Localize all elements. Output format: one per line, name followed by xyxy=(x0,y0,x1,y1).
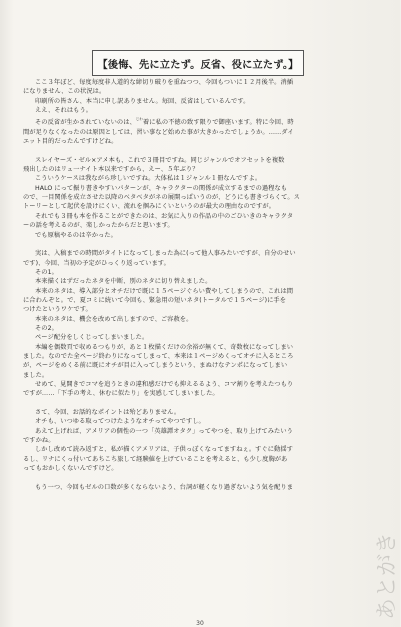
text-line-content: 本編を偶数頁で収めるつもりが、あと１枚描くだけの余裕が無くて、奇数枚になってしまい xyxy=(35,343,294,351)
text-line xyxy=(23,259,380,268)
text-line-content: オチも、いつゆる取ってつけたようなオチってやつですし。 xyxy=(35,418,205,426)
text-line xyxy=(23,249,380,258)
text-line xyxy=(23,156,380,165)
body-text xyxy=(23,78,380,492)
text-line-content: 本来のネタは、機会を改めて出しますので、ご容赦を。 xyxy=(35,315,193,323)
text-line-content: あえて上げれば、アメリアの個性の一つ「英雄譚オタク」ってやつを、取り上げてみたいう xyxy=(35,427,293,435)
text-line xyxy=(23,287,380,296)
text-line-content: 本来描くはずだったネタを中断、別のネタに切り替えました。 xyxy=(35,278,212,286)
text-line-content: せめて、見開きでコマを追うときの違和感だけでも抑えるるよう、コマ割りを考えたつもり xyxy=(35,381,294,388)
text-line xyxy=(23,427,380,436)
text-line-content: 実は、入稿までの時間がタイトになってしまった為に(って他人事みたいですが、自分のせい xyxy=(35,250,296,258)
paragraph-gap xyxy=(23,146,380,155)
text-line-content: ですが……「下手の考え、休むに似たり」を実感してしまいました。 xyxy=(23,390,219,398)
text-line xyxy=(23,324,380,333)
text-line xyxy=(23,380,380,389)
text-line xyxy=(23,137,380,146)
text-line xyxy=(23,231,380,240)
text-line xyxy=(23,174,380,183)
text-line xyxy=(23,305,380,314)
text-line xyxy=(23,389,380,398)
paragraph-gap xyxy=(23,240,380,249)
text-line-content: ってもおかしくないんですけど。 xyxy=(23,465,118,473)
text-line-content: こういうケースは我ながら珍しいですね。大体私は１ジャンル１冊なんですよ。 xyxy=(35,175,262,183)
text-line xyxy=(23,455,380,464)
text-line-content: 飛出したのはリュ一ナイト本以来ですから、えー、５年ぶり？ xyxy=(23,166,199,174)
text-line xyxy=(23,268,380,277)
text-line-content: 間が足りなくなったのは原因としては、習い事など始めた事が大きかったでしょうか。……ダイ xyxy=(23,128,294,136)
text-line-content: 印刷所の皆さん、本当に申し訳ありません。毎回、反省はしているんです。 xyxy=(35,97,250,105)
text-line xyxy=(23,315,380,324)
text-line xyxy=(23,343,380,352)
text-line-content: ました。 xyxy=(23,371,49,379)
text-line xyxy=(23,436,380,445)
text-line xyxy=(23,212,380,221)
paragraph-gap xyxy=(23,399,380,408)
ruby-annotation: じわ xyxy=(135,117,143,122)
ruby-word: 着 xyxy=(142,119,150,127)
text-line xyxy=(23,296,380,305)
text-line-content: その反省が生かされていないのは、 xyxy=(35,119,136,127)
text-line-content: ーの話を考えるのが、楽しかったからだと思います。 xyxy=(23,222,174,230)
text-line xyxy=(23,333,380,342)
text-line-content: ええ、それはもう。 xyxy=(35,107,93,115)
text-line xyxy=(23,106,380,115)
text-line xyxy=(23,115,380,127)
text-line xyxy=(23,361,380,370)
paragraph-gap xyxy=(23,473,380,482)
text-line xyxy=(23,445,380,454)
text-line xyxy=(23,97,380,106)
text-line xyxy=(23,202,380,211)
text-line xyxy=(23,277,380,286)
text-line-continuation: に私の不徳の致す限りで御座います。特に今回、時 xyxy=(149,119,294,127)
text-line-content: ここ３年ぼど、毎度毎度非人道的な締切り破りを重ねつつ、今回もついに１２月後半。消插 xyxy=(35,79,294,86)
text-line-content: になりません、この状況は。 xyxy=(23,88,106,96)
text-line xyxy=(23,371,380,380)
text-line-content: さて、今回、お話的なポイントは殆どありません。 xyxy=(35,409,181,417)
text-line xyxy=(23,193,380,202)
text-line-content: しかし改めて読み返すと、私が描くアメリアは、子供っぽくなってますねぇ。すぐに動揺す xyxy=(35,446,293,454)
text-line-content: それでも３冊も本を作ることができたのは、お気に入りの作品の中のごひいきのキャラクタ xyxy=(35,212,294,220)
text-line-content: トーリーとして起伏を設けにくい、流れを掴みにくいというのが最大の理由なのですが。 xyxy=(23,203,275,211)
text-line-content: その1。 xyxy=(35,268,58,276)
text-line xyxy=(23,78,380,87)
page-title: 【後悔、先に立たず。反省、役に立たず。】 xyxy=(92,50,304,76)
text-line-content: その2。 xyxy=(35,324,58,332)
text-line-content: るし、リナにくっ付いてあちこち旅して経験値を上げていることを考えると、も少し度胸があ xyxy=(23,455,288,463)
text-line-content: もう一つ、今回もゼルの口数が多くならないよう、台詞が軽くなり過ぎないよう気を配りま xyxy=(35,483,294,491)
text-line-content: スレイヤーズ・ゼル×アメ本も、これで３冊目ですね。同じジャンルでオフセットを複数 xyxy=(35,156,285,164)
text-line-content: HALO にって振り書きやすいパターンが、キャラクターの関係が成立するまでの過程なも xyxy=(35,184,288,192)
text-line xyxy=(23,483,380,492)
text-line xyxy=(23,408,380,417)
text-line-content: です)、今回、当初の予定がひっくり返っています。 xyxy=(23,259,170,267)
text-line-content: でも原稿やるのは辛かった。 xyxy=(35,231,117,239)
text-line xyxy=(23,165,380,174)
text-line-content: 本来のネタは、導入部分とオチだけで既に１５ページぐらい費やしてしまうので、これは間 xyxy=(35,287,294,295)
text-line-content: つけたというワケです。 xyxy=(23,306,92,314)
text-line xyxy=(23,417,380,426)
text-line-content: が、ページをめくる前に既にオチが目に入ってしまうという、まぬけなテンポになってしまい xyxy=(23,362,288,370)
page-number: 30 xyxy=(196,620,204,627)
text-line xyxy=(23,352,380,361)
text-line-content: ました。なのでた全ページ終わりになってしまって、本来は１ページめくってオチに入るところ xyxy=(23,352,294,360)
text-line-content: ですかね。 xyxy=(23,437,55,445)
text-line xyxy=(23,87,380,96)
text-line-content: エット目的だったんですけどね。 xyxy=(23,138,118,146)
text-line-content: ので、一目関係を成立させた以降のベタベタがネの展開っぱいうのが、どうにも書きづらくて。ス xyxy=(23,194,300,202)
bleed-through-text: あとがき xyxy=(375,531,400,620)
text-line xyxy=(23,184,380,193)
text-line xyxy=(23,464,380,473)
text-line xyxy=(23,221,380,230)
text-line xyxy=(23,128,380,137)
text-line-content: ページ配分をしくじってしまいました。 xyxy=(35,334,149,342)
text-line-content: に合わんぞと。で、夏コミに続いて今回も、緊急用の短いネタ(トータルで１５ページ)に手を xyxy=(23,296,287,304)
